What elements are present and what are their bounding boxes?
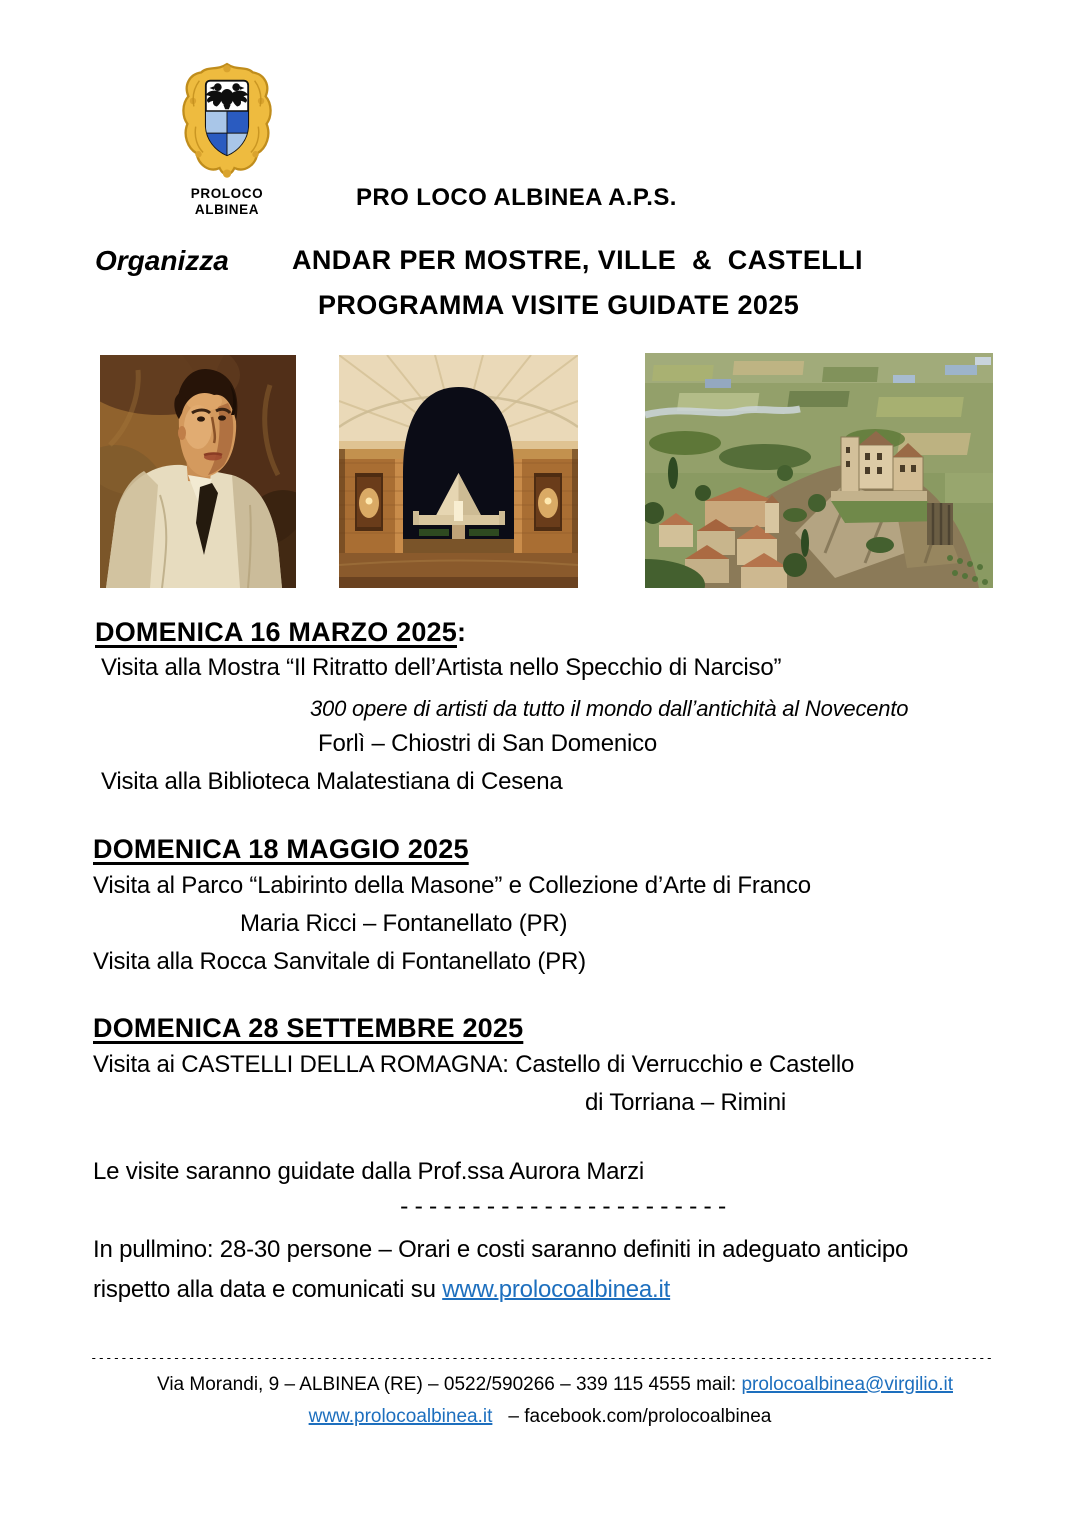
- line-visita-mostra: Visita alla Mostra “Il Ritratto dell’Artista nello Specchio di Narciso”: [101, 654, 782, 681]
- footer-address: Via Morandi, 9 – ALBINEA (RE) – 0522/590266 – 339 115 4555 mail:: [157, 1374, 742, 1395]
- heading-colon: :: [456, 617, 467, 647]
- separator-dashes: -----------------------: [397, 1192, 730, 1220]
- footer-website-link[interactable]: www.prolocoalbinea.it: [308, 1406, 493, 1427]
- proloco-website-link[interactable]: www.prolocoalbinea.it: [442, 1276, 671, 1303]
- footer-facebook-text: – facebook.com/prolocoalbinea: [508, 1406, 772, 1427]
- organization-title: PRO LOCO ALBINEA A.P.S.: [356, 184, 677, 211]
- organizza-label: Organizza: [95, 245, 229, 276]
- section-heading-16-marzo: [95, 616, 466, 648]
- heading-text: DOMENICA 18 MAGGIO 2025: [93, 834, 469, 864]
- line-torriana-rimini: di Torriana – Rimini: [585, 1089, 786, 1116]
- program-title-line1: ANDAR PER MOSTRE, VILLE & CASTELLI: [292, 245, 863, 275]
- logo-caption-line2: ALBINEA: [194, 202, 260, 217]
- footer-email-link[interactable]: prolocoalbinea@virgilio.it: [741, 1374, 953, 1395]
- line-forli-chiostri: Forlì – Chiostri di San Domenico: [318, 730, 658, 757]
- line-castelli-romagna: Visita ai CASTELLI DELLA ROMAGNA: Castello di Verrucchio e Castello: [93, 1051, 855, 1078]
- logo-caption: [161, 186, 293, 218]
- heading-text: DOMENICA 28 SETTEMBRE 2025: [93, 1013, 524, 1043]
- line-parco-labirinto: Visita al Parco “Labirinto della Masone” e Collezione d’Arte di Franco: [93, 872, 811, 899]
- photo-night-arch-labirinto: [339, 355, 578, 588]
- section-heading-18-maggio: [93, 833, 469, 865]
- footer-links-line: [0, 1404, 1080, 1430]
- proloco-albinea-crest-logo: [181, 62, 273, 184]
- line-info-continuation: [93, 1275, 670, 1305]
- line-pullmino-info: In pullmino: 28-30 persone – Orari e costi saranno definiti in adeguato anticipo: [93, 1236, 909, 1263]
- line-300-opere: 300 opere di artisti da tutto il mondo dall’antichità al Novecento: [310, 696, 909, 721]
- footer-separator-dashes: ------------------------------------------------------------------------------------------------------------------------: [90, 1350, 994, 1365]
- line-rocca-sanvitale: Visita alla Rocca Sanvitale di Fontanellato (PR): [93, 948, 586, 975]
- line-maria-ricci: Maria Ricci – Fontanellato (PR): [240, 910, 568, 937]
- heading-text: DOMENICA 16 MARZO 2025: [95, 617, 457, 647]
- line-biblioteca-malatestiana: Visita alla Biblioteca Malatestiana di Cesena: [101, 768, 563, 795]
- crest-icon: [181, 62, 273, 184]
- photo-castle-aerial: [645, 353, 993, 588]
- info-line2-prefix: rispetto alla data e comunicati su: [93, 1276, 443, 1303]
- footer-address-line: [30, 1372, 1080, 1398]
- photo-self-portrait-painting: [100, 355, 296, 588]
- line-guide-info: Le visite saranno guidate dalla Prof.ssa Aurora Marzi: [93, 1158, 645, 1185]
- program-title-line2: PROGRAMMA VISITE GUIDATE 2025: [318, 290, 800, 320]
- section-heading-28-settembre: [93, 1012, 523, 1044]
- logo-caption-line1: PROLOCO: [190, 186, 264, 201]
